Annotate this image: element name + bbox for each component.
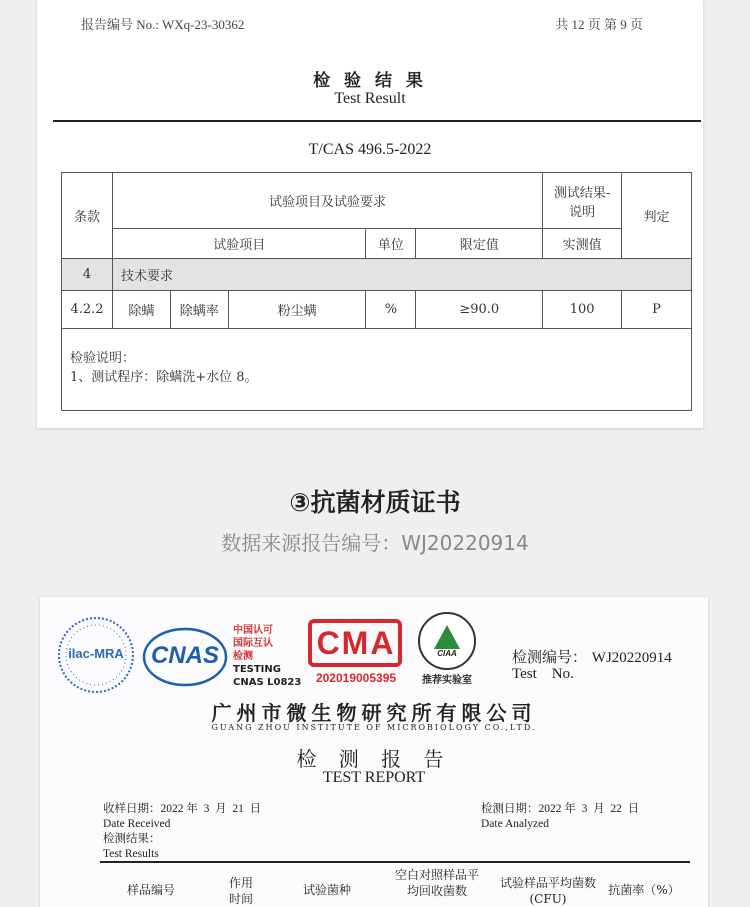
row-unit: %: [366, 291, 416, 329]
notes-title: 检验说明：: [70, 351, 136, 366]
cma-number: 202019005395: [315, 671, 397, 685]
row-item-2: 除螨率: [170, 291, 228, 329]
ciaa-logo: [414, 611, 480, 687]
page-title-cn: 检 验 结 果: [313, 71, 427, 91]
col-time: [216, 875, 266, 907]
col-rate: 抗菌率（%）: [608, 883, 680, 897]
col-strain: 试验菌种: [302, 883, 351, 897]
col-time-a: 作用: [228, 876, 253, 890]
ilac-mra-logo: [56, 615, 136, 695]
header-item-requirement: 试验项目及试验要求: [112, 173, 542, 229]
col-sample-avg-b: (CFU): [529, 892, 567, 906]
header-result-desc: 测试结果-说明: [543, 173, 622, 229]
result-table: [61, 172, 692, 411]
accred-line-2: 国际互认: [233, 638, 273, 649]
report-number: 报告编号 No.: WXq-23-30362: [81, 17, 245, 32]
ciaa-label: CIAA: [437, 649, 457, 658]
lab-name-cn: 广州市微生物研究所有限公司: [211, 701, 537, 725]
section-subtitle: 数据来源报告编号：WJ20220914: [221, 531, 529, 555]
divider: [53, 120, 701, 122]
page-title-en: Test Result: [334, 90, 406, 107]
row-item-1: 除螨: [112, 291, 170, 329]
received-block: [103, 802, 261, 862]
page-counter: 共 12 页 第 9 页: [555, 17, 643, 32]
report-no-value: WJ20220914: [591, 650, 672, 666]
test-result-page: [37, 0, 703, 428]
col-time-b: 时间: [228, 892, 253, 906]
section-title: ③抗菌材质证书: [289, 488, 461, 517]
col-sample-avg: [492, 875, 604, 907]
col-blank: [382, 867, 492, 899]
row-measured: 100: [543, 291, 622, 329]
notes-line: 1、测试程序：除螨洗+水位 8。: [70, 370, 258, 385]
report-no-en: Test No.: [512, 666, 574, 682]
report-title-cn: 检 测 报 告: [296, 747, 452, 771]
analyzed-block: [481, 802, 639, 832]
header-measured: 实测值: [543, 229, 622, 259]
cnas-logo: [142, 627, 228, 687]
certificate-page: [40, 597, 708, 907]
results-en: Test Results: [103, 848, 159, 860]
row-clause: 4.2.2: [62, 291, 113, 329]
row-limit: ≥90.0: [416, 291, 543, 329]
col-sample-no: 样品编号: [126, 883, 175, 897]
report-title-en: TEST REPORT: [322, 769, 426, 786]
standard-code: T/CAS 496.5-2022: [308, 141, 432, 158]
report-no: [512, 646, 672, 667]
col-blank-a: 空白对照样品平: [394, 868, 479, 882]
testing-label: TESTING: [233, 664, 281, 675]
header-unit: 单位: [366, 229, 416, 259]
section-label: 技术要求: [112, 259, 691, 291]
cnas-label: CNAS: [150, 642, 219, 669]
report-no-label: 检测编号：: [512, 648, 588, 666]
ilac-label: ilac-MRA: [68, 646, 124, 661]
cma-logo: [306, 619, 406, 689]
header-clause: 条款: [62, 173, 113, 259]
header-limit: 限定值: [416, 229, 543, 259]
col-blank-b: 均回收菌数: [406, 884, 467, 898]
cnas-number: CNAS L0823: [233, 677, 302, 688]
results-divider: [100, 861, 690, 863]
row-judge: P: [622, 291, 692, 329]
analyzed-cn: 检测日期：2022 年 3 月 22 日: [481, 803, 640, 815]
analyzed-en: Date Analyzed: [481, 818, 550, 830]
lab-name-en: GUANG ZHOU INSTITUTE OF MICROBIOLOGY CO.,LTD.: [211, 723, 537, 732]
header-judge: 判定: [622, 173, 692, 259]
section-number: 4: [62, 259, 113, 291]
header-item: 试验项目: [112, 229, 366, 259]
accred-line-1: 中国认可: [233, 625, 273, 636]
row-item-3: 粉尘螨: [228, 291, 366, 329]
recommend-label: 推荐实验室: [422, 675, 472, 686]
accred-line-3: 检测: [233, 651, 253, 662]
results-cn: 检测结果：: [103, 833, 161, 845]
table-row: [62, 291, 692, 329]
cma-label: CMA: [316, 625, 396, 661]
received-en: Date Received: [103, 818, 171, 830]
test-notes: [62, 329, 692, 411]
col-sample-avg-a: 试验样品平均菌数: [499, 876, 596, 890]
accreditation-text: [233, 624, 301, 689]
received-cn: 收样日期：2022 年 3 月 21 日: [103, 803, 262, 815]
